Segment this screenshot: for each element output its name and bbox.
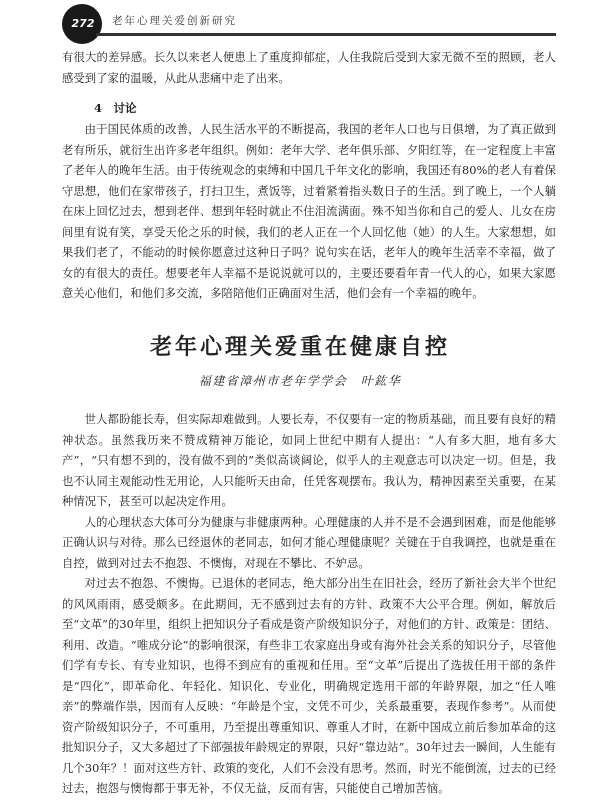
header-rule xyxy=(96,33,556,36)
body-paragraph-1: 世人都盼能长寿，但实际却难做到。人要长寿，不仅要有一定的物质基础，而且要有良好的精神状态。虽然我历来不赞成精神万能论，如同上世纪中期有人提出：“人有多大胆，地有多大产”，“只有想不到的，没有做不到的”类似高谈阔论，似乎人的主观意志可以决定一切。但是，我也不认同主观能动性无用论，人只能听天由命，任凭客观摆布。我认为，精神因素至关重要，在某种情况下，甚至可以起决定作用。 xyxy=(62,413,556,508)
running-head: 老年心理关爱创新研究 xyxy=(112,15,237,27)
body-paragraph-2: 人的心理状态大体可分为健康与非健康两种。心理健康的人并不是不会遇到困难，而是他能够正确认识与对待。那么已经退休的老同志，如何才能心理健康呢？关键在于自我调控，也就是重在自控，做到对过去不抱怨、不懊悔，对现在不攀比、不妒忌。 xyxy=(62,515,556,570)
continuation-block xyxy=(62,48,556,89)
discussion-heading: 4 讨论 xyxy=(94,101,137,115)
article-title: 老年心理关爱重在健康自控 xyxy=(149,334,450,360)
continuation-paragraph: 有很大的差异感。长久以来老人便患上了重度抑郁症，人住我院后受到大家无微不至的照顾，老人感受到了家的温暖，从此从悲痛中走了出来。 xyxy=(62,51,556,85)
discussion-paragraph: 由于国民体质的改善，人民生活水平的不断提高，我国的老年人口也与日俱增，为了真正做到老有所乐，就衍生出许多老年组织。例如：老年大学、老年俱乐部、夕阳红等，在一定程度上丰富了老年人的晚年生活。由于传统观念的束缚和中国几千年文化的影响，我国还有80%的老人有着保守思想，他们在家带孩子，打扫卫生，煮饭等，过着紧着指头数日子的生活。到了晚上，一个人躺在床上回忆过去，想到老伴、想到年轻时就止不住泪流满面。殊不知当你和自己的爱人、儿女在房间里有说有笑，享受天伦之乐的时候，我们的老人正在一个人回忆他（她）的人生。大家想想，如果我们老了，不能动的时候你愿意过这种日子吗？说句实在话，老年人的晚年生活幸不幸福，做了女的有很大的责任。想要老年人幸福不是说说就可以的，主要还要看年青一代人的心，如果大家愿意关心他们，和他们多交流，多陪陪他们正确面对生活，他们会有一个幸福的晚年。 xyxy=(62,123,556,300)
discussion-block xyxy=(62,120,556,305)
body-paragraph-3: 对过去不抱怨、不懊悔。已退休的老同志，绝大部分出生在旧社会，经历了新社会大半个世纪的风风雨雨，感受颇多。在此期间，无不感到过去有的方针、政策不大公平合理。例如，解放后至“文革”的30年里，组织上把知识分子看成是资产阶级知识分子，对他们的方针、政策是：团结、利用、改造。“唯成分论”的影响很深，有些非工农家庭出身或有海外社会关系的知识分子，尽管他们学有专长、有专业知识，也得不到应有的重视和任用。至“文革”后提出了选拔任用干部的条件是“四化”，即革命化、年轻化、知识化、专业化，明确规定选用干部的年龄界限，加之“任人唯亲”的弊端作祟，因而有人反映：“年龄是个宝，文凭不可少，关系最重要，表现作参考”。从而使资产阶级知识分子，不可重用，乃至提出尊重知识、尊重人才时，在新中国成立前后参加革命的这批知识分子，又大多超过了下部强拔年龄规定的界限，只好“靠边站”。30年过去一瞬间，人生能有几个30年？！面对这些方针、政策的变化，人们不会没有思考。然而，时光不能倒流，过去的已经过去，抱怨与懊悔都于事无补，不仅无益，反而有害，只能使自己增加苦恼。 xyxy=(62,577,556,795)
article-body xyxy=(62,410,556,800)
article-byline: 福建省漳州市老年学学会 叶鈜华 xyxy=(198,374,402,388)
page-number: 272 xyxy=(71,17,95,30)
page-header xyxy=(0,0,600,46)
